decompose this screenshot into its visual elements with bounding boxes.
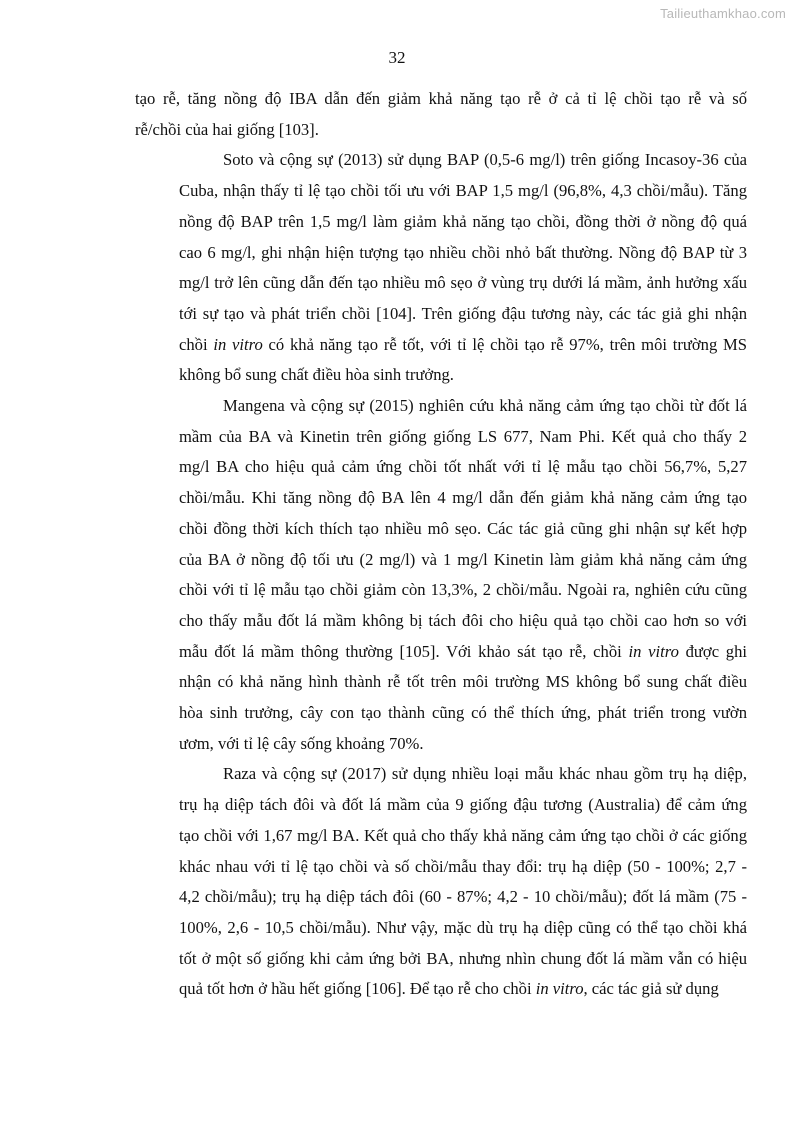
text-line [135, 391, 747, 422]
text-line [135, 759, 747, 790]
text-line [135, 913, 747, 944]
paragraph [135, 145, 747, 391]
text-segment: Raza và cộng sự (2017) sử dụng nhiều loại mẫu khác nhau gồm trụ hạ diệp, [223, 764, 747, 784]
text-segment: khác nhau với tỉ lệ tạo chồi và số chồi/mẫu thay đổi: trụ hạ diệp (50 - 100%; 2,7 - [179, 856, 747, 876]
text-segment: nồng độ BAP trên 1,5 mg/l làm giảm khả năng tạo chồi, đồng thời ở nồng độ quá [179, 211, 747, 231]
text-segment: của BA ở nồng độ tối ưu (2 mg/l) và 1 mg/l Kinetin làm giảm khả năng cảm ứng [179, 549, 747, 569]
text-line [135, 790, 747, 821]
text-segment: Cuba, nhận thấy tỉ lệ tạo chồi tối ưu với BAP 1,5 mg/l (96,8%, 4,3 chồi/mẫu). Tăng [179, 181, 747, 201]
text-line [135, 330, 747, 361]
text-segment: không bổ sung chất điều hòa sinh trưởng. [179, 365, 454, 385]
text-segment: 4,2 chồi/mẫu); trụ hạ diệp tách đôi (60 - 87%; 4,2 - 10 chồi/mẫu); đốt lá mầm (75 - [179, 887, 747, 907]
text-line [135, 852, 747, 883]
text-line [135, 882, 747, 913]
text-line [135, 637, 747, 668]
text-line [135, 145, 747, 176]
text-segment: ươm, với tỉ lệ cây sống khoảng 70%. [179, 733, 424, 753]
text-line [135, 821, 747, 852]
watermark: Tailieuthamkhao.com [660, 6, 786, 21]
text-segment: tốt ở một số giống khi cảm ứng bởi BA, nhưng nhìn chung đốt lá mầm vẫn có hiệu [179, 948, 747, 968]
body-text [135, 84, 747, 1005]
text-line [135, 575, 747, 606]
text-line [135, 729, 747, 760]
italic-term: in vitro [535, 979, 584, 999]
text-segment: 100%, 2,6 - 10,5 chồi/mẫu). Như vậy, mặc dù trụ hạ diệp cũng có thể tạo chồi khá [179, 917, 747, 937]
text-line [135, 207, 747, 238]
text-segment: chồi [179, 334, 214, 354]
text-line [135, 115, 747, 146]
text-segment: quả tốt hơn ở hầu hết giống [106]. Để tạo rễ cho chồi [179, 979, 536, 999]
text-segment: mẫu đốt lá mầm thông thường [105]. Với khảo sát tạo rễ, chồi [179, 641, 629, 661]
text-line [135, 606, 747, 637]
text-segment: , các tác giả sử dụng [583, 979, 719, 999]
text-segment: tạo chồi với 1,67 mg/l BA. Kết quả cho thấy khả năng cảm ứng tạo chồi ở các giống [179, 825, 747, 845]
text-segment: chồi đồng thời kích thích tạo nhiều mô sẹo. Các tác giả cũng ghi nhận sự kết hợp [179, 518, 747, 538]
text-segment: Mangena và cộng sự (2015) nghiên cứu khả năng cảm ứng tạo chồi từ đốt lá [223, 396, 747, 416]
text-segment: nhận có khả năng hình thành rễ tốt trên môi trường MS không bổ sung chất điều [179, 672, 747, 692]
text-line [135, 360, 747, 391]
text-line [135, 238, 747, 269]
text-segment: hòa sinh trưởng, cây con tạo thành cũng có thể thích ứng, phát triển trong vườn [179, 703, 747, 723]
text-line [135, 268, 747, 299]
text-line [135, 422, 747, 453]
text-segment: có khả năng tạo rễ tốt, với tỉ lệ chồi tạo rễ 97%, trên môi trường MS [262, 334, 748, 354]
paragraph [135, 391, 747, 759]
text-line [135, 667, 747, 698]
paragraph [135, 84, 747, 145]
italic-term: in vitro [628, 641, 679, 661]
text-segment: trụ hạ diệp tách đôi và đốt lá mầm của 9 giống đậu tương (Australia) để cảm ứng [179, 795, 747, 815]
text-segment: tạo rễ, tăng nồng độ IBA dẫn đến giảm khả năng tạo rễ ở cả tỉ lệ chồi tạo rễ và số [135, 89, 747, 108]
text-segment: tới sự tạo và phát triển chồi [104]. Trên giống đậu tương này, các tác giả ghi nhận [179, 303, 747, 323]
text-line [135, 176, 747, 207]
text-segment: mầm của BA và Kinetin trên giống giống LS 677, Nam Phi. Kết quả cho thấy 2 [179, 426, 747, 446]
text-line [135, 452, 747, 483]
text-line [135, 514, 747, 545]
text-segment: mg/l BA cho hiệu quả cảm ứng chồi tốt nhất với tỉ lệ mẫu tạo chồi 56,7%, 5,27 [179, 457, 747, 477]
text-segment: cho thấy mẫu đốt lá mầm không bị tách đôi cho hiệu quả tạo chồi cao hơn so với [179, 610, 747, 630]
text-segment: chồi/mẫu. Khi tăng nồng độ BA lên 4 mg/l dẫn đến giảm khả năng cảm ứng tạo [179, 488, 747, 508]
text-line [135, 974, 747, 1005]
text-segment: chồi với tỉ lệ mẫu tạo chồi giảm còn 13,3%, 2 chồi/mẫu. Ngoài ra, nghiên cứu cũng [179, 580, 747, 600]
italic-term: in vitro [213, 334, 263, 354]
text-line [135, 483, 747, 514]
text-segment: mg/l trở lên cũng dẫn đến tạo nhiều mô sẹo ở vùng trụ dưới lá mầm, ảnh hưởng xấu [179, 273, 747, 293]
text-line [135, 299, 747, 330]
text-segment: Soto và cộng sự (2013) sử dụng BAP (0,5-6 mg/l) trên giống Incasoy-36 của [223, 150, 747, 170]
paragraph [135, 759, 747, 1005]
text-line [135, 944, 747, 975]
text-line [135, 545, 747, 576]
text-segment: cao 6 mg/l, ghi nhận hiện tượng tạo nhiều chồi nhỏ bất thường. Nồng độ BAP từ 3 [179, 242, 747, 262]
text-line [135, 84, 747, 115]
text-segment: rễ/chồi của hai giống [103]. [135, 119, 319, 139]
text-line [135, 698, 747, 729]
text-segment: được ghi [678, 641, 748, 661]
page-number: 32 [388, 48, 406, 67]
